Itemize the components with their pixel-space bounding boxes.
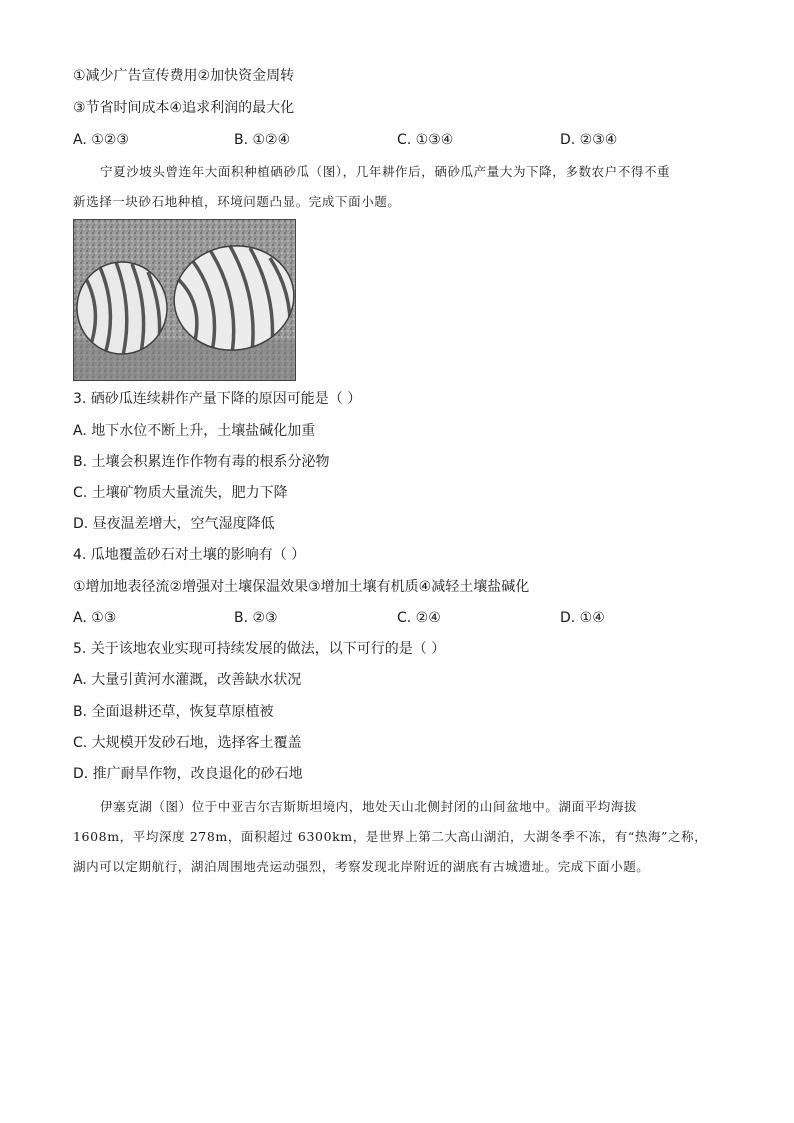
q4-options <box>73 609 673 627</box>
q5-stem: 5. 关于该地农业实现可持续发展的做法，以下可行的是（ ） <box>73 641 446 657</box>
q4-option-d[interactable]: D. ①④ <box>560 610 605 626</box>
q4-option-c[interactable]: C. ②④ <box>397 610 441 626</box>
option-c[interactable]: C. ①③④ <box>397 132 454 148</box>
option-a[interactable]: A. ①②③ <box>73 132 129 148</box>
passage1-line-1: 宁夏沙坡头曾连年大面积种植硒砂瓜（图），几年耕作后，硒砂瓜产量大为下降，多数农户不得不重 <box>100 164 671 179</box>
passage2-line-1: 伊塞克湖（图）位于中亚吉尔吉斯斯坦境内，地处天山北侧封闭的山间盆地中。湖面平均海拔 <box>100 799 638 814</box>
statement-line-2: ③节省时间成本④追求利润的最大化 <box>73 100 295 116</box>
q5-option-a[interactable]: A. 大量引黄河水灌溉，改善缺水状况 <box>73 672 302 688</box>
q3-option-b[interactable]: B. 土壤会积累连作作物有毒的根系分泌物 <box>73 454 330 470</box>
q4-option-b[interactable]: B. ②③ <box>234 610 278 626</box>
option-d[interactable]: D. ②③④ <box>560 132 618 148</box>
q4-stem: 4. 瓜地覆盖砂石对土壤的影响有（ ） <box>73 547 306 563</box>
q5-option-c[interactable]: C. 大规模开发砂石地，选择客土覆盖 <box>73 735 302 751</box>
option-b[interactable]: B. ①②④ <box>234 132 291 148</box>
q3-option-d[interactable]: D. 昼夜温差增大，空气湿度降低 <box>73 516 275 532</box>
q4-statements: ①增加地表径流②增强对土壤保温效果③增加土壤有机质④减轻土壤盐碱化 <box>73 579 530 595</box>
q5-option-d[interactable]: D. 推广耐旱作物，改良退化的砂石地 <box>73 766 303 782</box>
watermelon-photo <box>73 219 296 381</box>
passage2-line-2: 1608m，平均深度 278m，面积超过 6300km，是世界上第二大高山湖泊，大湖冬季不冻，有“热海”之称， <box>73 829 708 844</box>
q5-option-b[interactable]: B. 全面退耕还草，恢复草原植被 <box>73 704 274 720</box>
q4-option-a[interactable]: A. ①③ <box>73 610 117 626</box>
prev-question-options <box>73 131 673 149</box>
statement-line-1: ①减少广告宣传费用②加快资金周转 <box>73 68 295 84</box>
passage2-line-3: 湖内可以定期航行，湖泊周围地壳运动强烈，考察发现北岸附近的湖底有古城遗址。完成下面小题。 <box>73 859 650 874</box>
q3-stem: 3. 硒砂瓜连续耕作产量下降的原因可能是（ ） <box>73 391 362 407</box>
q3-option-a[interactable]: A. 地下水位不断上升，土壤盐碱化加重 <box>73 423 316 439</box>
passage1-line-2: 新选择一块砂石地种植，环境问题凸显。完成下面小题。 <box>73 194 401 209</box>
q3-option-c[interactable]: C. 土壤矿物质大量流失，肥力下降 <box>73 485 288 501</box>
